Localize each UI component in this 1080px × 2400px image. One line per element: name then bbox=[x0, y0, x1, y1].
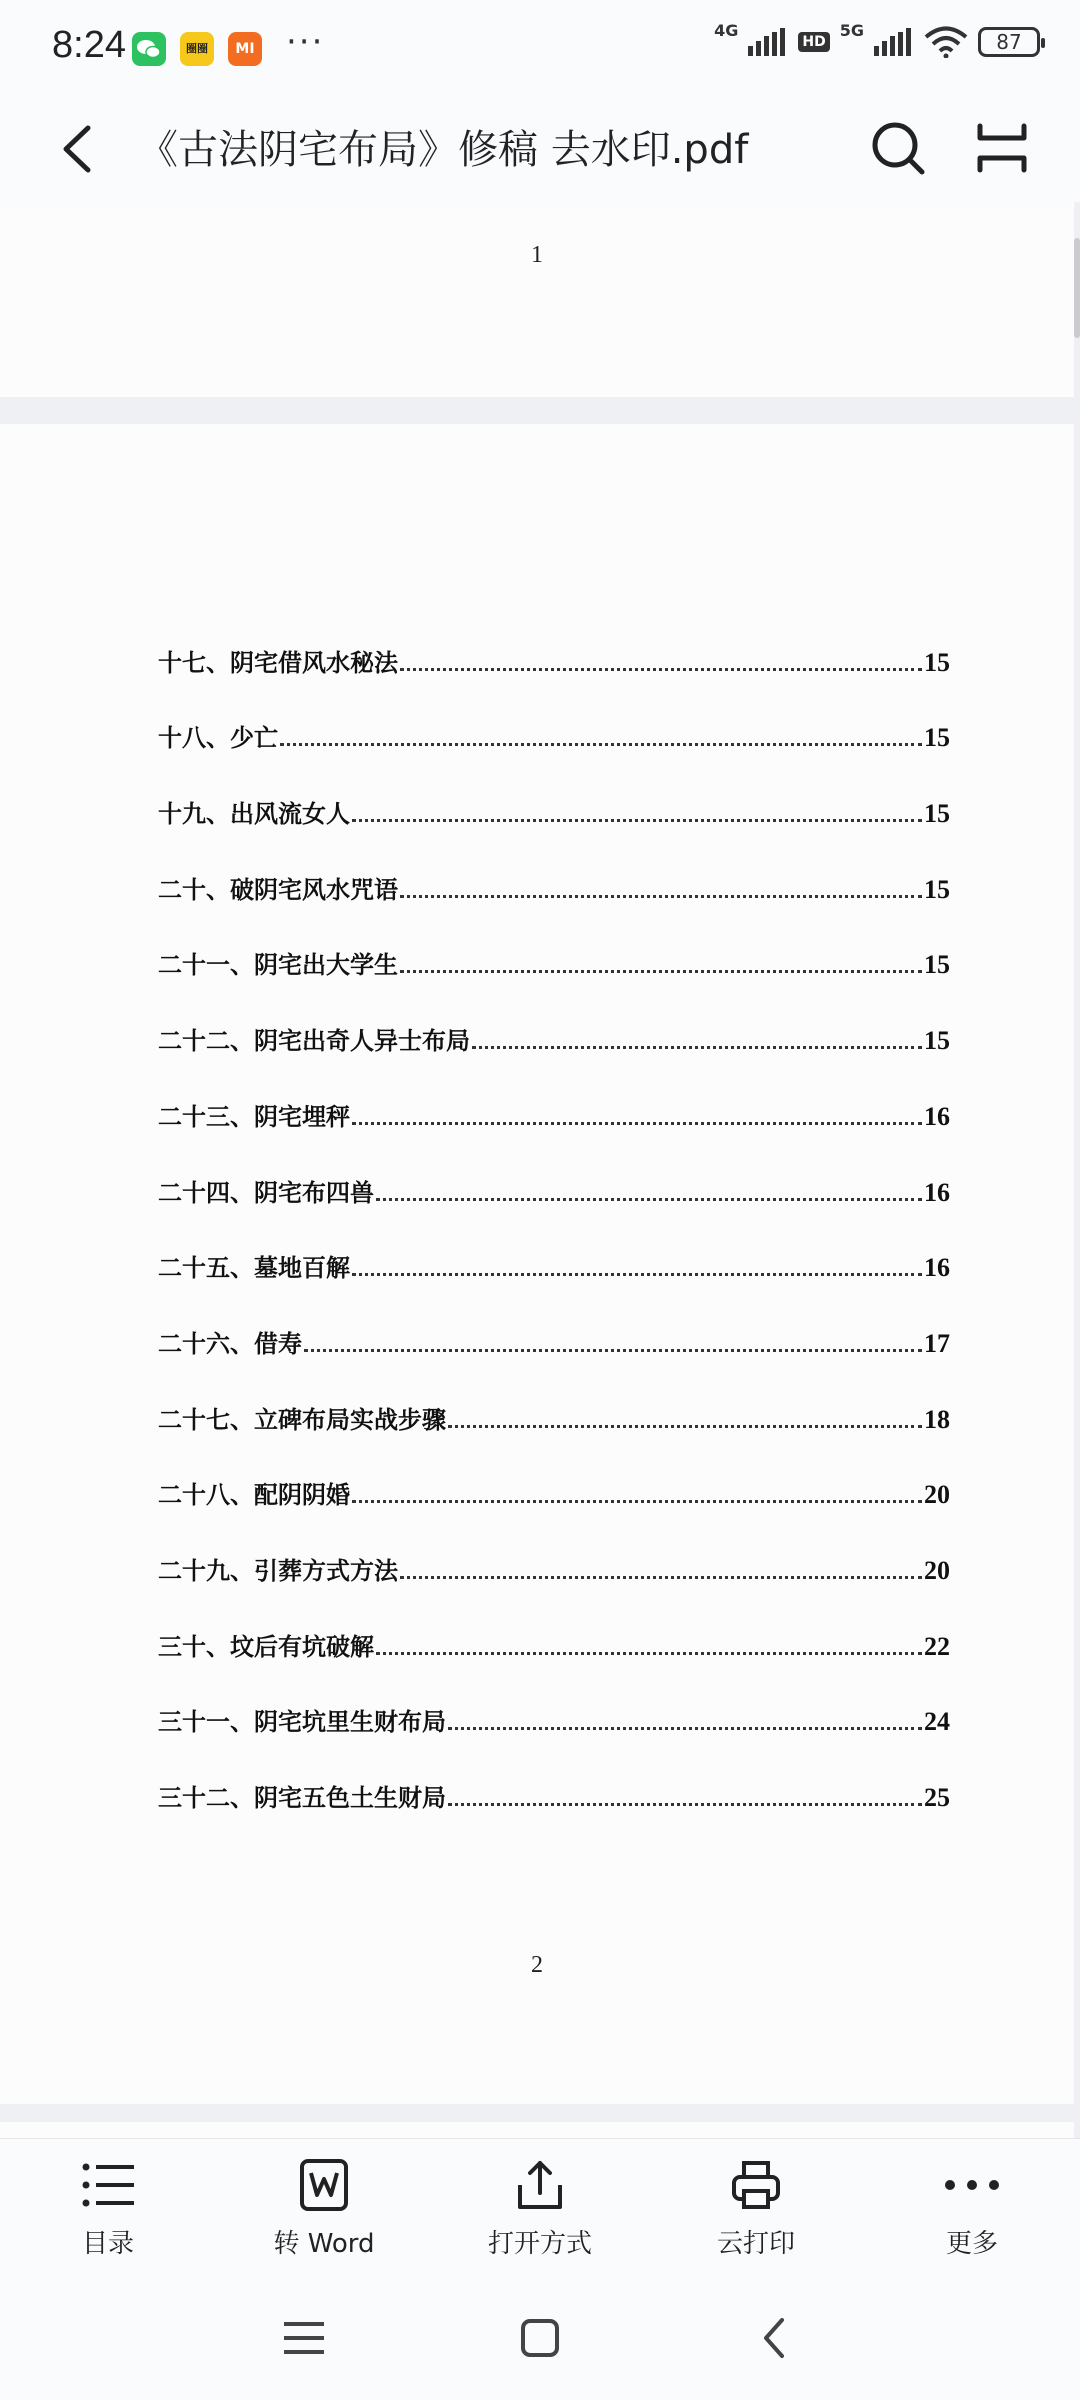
wechat-icon bbox=[132, 32, 166, 66]
page-number: 2 bbox=[531, 1952, 543, 1978]
catalog-label: 目录 bbox=[81, 2229, 134, 2259]
toc-entry-title: 二十、破阴宅风水咒语 bbox=[158, 874, 398, 904]
app-icon: 圈圈 bbox=[180, 32, 214, 66]
toc-entry[interactable] bbox=[158, 1208, 950, 1284]
list-icon bbox=[80, 2157, 136, 2213]
open-with-button[interactable] bbox=[460, 2157, 620, 2277]
more-notifications-icon: ··· bbox=[286, 22, 325, 62]
toc-leader-dots bbox=[448, 1727, 922, 1730]
toc-entry-page: 15 bbox=[924, 647, 950, 677]
toc-entry-title: 三十二、阴宅五色土生财局 bbox=[158, 1783, 446, 1812]
toc-entry[interactable] bbox=[158, 1435, 950, 1511]
convert-word-button[interactable] bbox=[244, 2157, 404, 2277]
toc-entry-page: 15 bbox=[924, 950, 950, 980]
toc-leader-dots bbox=[400, 668, 922, 671]
toc-entry-page: 16 bbox=[924, 1101, 950, 1131]
bottom-toolbar bbox=[0, 2138, 1080, 2279]
toc-entry-page: 20 bbox=[924, 1480, 950, 1510]
table-of-contents bbox=[158, 602, 950, 1813]
toc-entry[interactable] bbox=[158, 602, 950, 678]
more-label: 更多 bbox=[945, 2229, 998, 2259]
toc-entry-page: 15 bbox=[924, 874, 950, 904]
toc-leader-dots bbox=[472, 1046, 922, 1049]
toc-entry-title: 三十、坟后有坑破解 bbox=[158, 1631, 374, 1661]
toc-entry[interactable] bbox=[158, 1359, 950, 1435]
status-bar bbox=[0, 0, 1080, 96]
pdf-page-3 bbox=[0, 2122, 1074, 2138]
hd-badge: HD bbox=[798, 32, 829, 52]
toc-leader-dots bbox=[400, 970, 922, 973]
toc-entry-page: 20 bbox=[924, 1555, 950, 1585]
toc-leader-dots bbox=[352, 1273, 922, 1276]
toc-leader-dots bbox=[352, 1122, 922, 1125]
toc-entry[interactable] bbox=[158, 1662, 950, 1738]
back-icon[interactable] bbox=[50, 116, 110, 182]
toc-entry[interactable] bbox=[158, 905, 950, 981]
toc-leader-dots bbox=[280, 743, 922, 746]
toc-leader-dots bbox=[376, 1652, 922, 1655]
signal-icon-2 bbox=[874, 28, 914, 56]
toc-entry[interactable] bbox=[158, 1586, 950, 1662]
toc-entry[interactable] bbox=[158, 1510, 950, 1586]
toc-leader-dots bbox=[304, 1349, 922, 1352]
toc-leader-dots bbox=[448, 1803, 922, 1806]
more-dots-icon bbox=[942, 2157, 1002, 2213]
toc-entry[interactable] bbox=[158, 753, 950, 829]
toc-entry[interactable] bbox=[158, 1056, 950, 1132]
toc-entry-title: 十八、少亡 bbox=[158, 723, 278, 753]
printer-icon bbox=[728, 2157, 784, 2213]
toc-leader-dots bbox=[448, 1425, 922, 1428]
scrollbar[interactable] bbox=[1074, 238, 1080, 338]
toc-entry-title: 十七、阴宅借风水秘法 bbox=[158, 647, 398, 677]
cloud-print-button[interactable] bbox=[676, 2157, 836, 2277]
toc-entry-title: 十九、出风流女人 bbox=[158, 799, 350, 829]
app-header bbox=[0, 96, 1080, 203]
toc-entry-title: 三十一、阴宅坑里生财布局 bbox=[158, 1707, 446, 1737]
word-icon bbox=[296, 2157, 352, 2213]
toc-entry-title: 二十七、立碑布局实战步骤 bbox=[158, 1404, 446, 1434]
toc-entry-title: 二十八、配阴阴婚 bbox=[158, 1480, 350, 1510]
toc-entry-title: 二十一、阴宅出大学生 bbox=[158, 950, 398, 980]
toc-entry-title: 二十六、借寿 bbox=[158, 1328, 302, 1358]
toc-entry-page: 16 bbox=[924, 1253, 950, 1283]
toc-entry[interactable] bbox=[158, 829, 950, 905]
toc-entry-title: 二十四、阴宅布四兽 bbox=[158, 1177, 374, 1207]
network-5g-label: 5G bbox=[839, 20, 864, 40]
toc-entry[interactable] bbox=[158, 1132, 950, 1208]
toc-entry-page: 15 bbox=[924, 1026, 950, 1056]
pdf-viewer[interactable] bbox=[0, 202, 1080, 2138]
toc-entry-page: 18 bbox=[924, 1404, 950, 1434]
search-icon[interactable] bbox=[866, 116, 930, 180]
toc-entry-title: 二十五、墓地百解 bbox=[158, 1253, 350, 1283]
toc-entry-page: 24 bbox=[924, 1707, 950, 1737]
toc-entry[interactable] bbox=[158, 1737, 950, 1813]
more-button[interactable] bbox=[892, 2157, 1052, 2277]
menu-icon[interactable] bbox=[274, 2308, 334, 2368]
toc-leader-dots bbox=[400, 895, 922, 898]
toc-entry-page: 25 bbox=[924, 1783, 950, 1812]
toc-entry-page: 17 bbox=[924, 1328, 950, 1358]
page-number: 1 bbox=[531, 242, 543, 268]
toc-leader-dots bbox=[352, 819, 922, 822]
toc-entry-page: 16 bbox=[924, 1177, 950, 1207]
pdf-page-1 bbox=[0, 202, 1074, 397]
open-with-label: 打开方式 bbox=[487, 2229, 592, 2259]
view-mode-icon[interactable] bbox=[970, 116, 1034, 180]
pdf-page-2 bbox=[0, 424, 1074, 2104]
wifi-icon bbox=[924, 26, 968, 58]
battery-indicator: 87 bbox=[978, 27, 1040, 57]
network-4g-label: 4G bbox=[714, 20, 739, 40]
mi-icon: MI bbox=[228, 32, 262, 66]
document-title: 《古法阴宅布局》修稿 去水印.pdf bbox=[138, 127, 749, 173]
toc-entry-title: 二十九、引葬方式方法 bbox=[158, 1555, 398, 1585]
toc-entry[interactable] bbox=[158, 678, 950, 754]
toc-entry-title: 二十二、阴宅出奇人异士布局 bbox=[158, 1026, 470, 1056]
toc-entry-title: 二十三、阴宅埋秤 bbox=[158, 1101, 350, 1131]
catalog-button[interactable] bbox=[28, 2157, 188, 2277]
toc-entry[interactable] bbox=[158, 980, 950, 1056]
share-icon bbox=[512, 2157, 568, 2213]
toc-entry-page: 15 bbox=[924, 799, 950, 829]
toc-leader-dots bbox=[352, 1500, 922, 1503]
cloud-print-label: 云打印 bbox=[716, 2229, 795, 2259]
convert-word-label: 转 Word bbox=[273, 2229, 375, 2259]
home-icon[interactable] bbox=[510, 2308, 570, 2368]
signal-icon bbox=[748, 28, 788, 56]
toc-entry[interactable] bbox=[158, 1283, 950, 1359]
toc-leader-dots bbox=[400, 1576, 922, 1579]
toc-entry-page: 22 bbox=[924, 1631, 950, 1661]
toc-entry-page: 15 bbox=[924, 723, 950, 753]
status-time: 8:24 bbox=[52, 24, 126, 66]
system-nav-bar bbox=[0, 2278, 1080, 2400]
toc-leader-dots bbox=[376, 1198, 922, 1201]
back-nav-icon[interactable] bbox=[746, 2308, 806, 2368]
